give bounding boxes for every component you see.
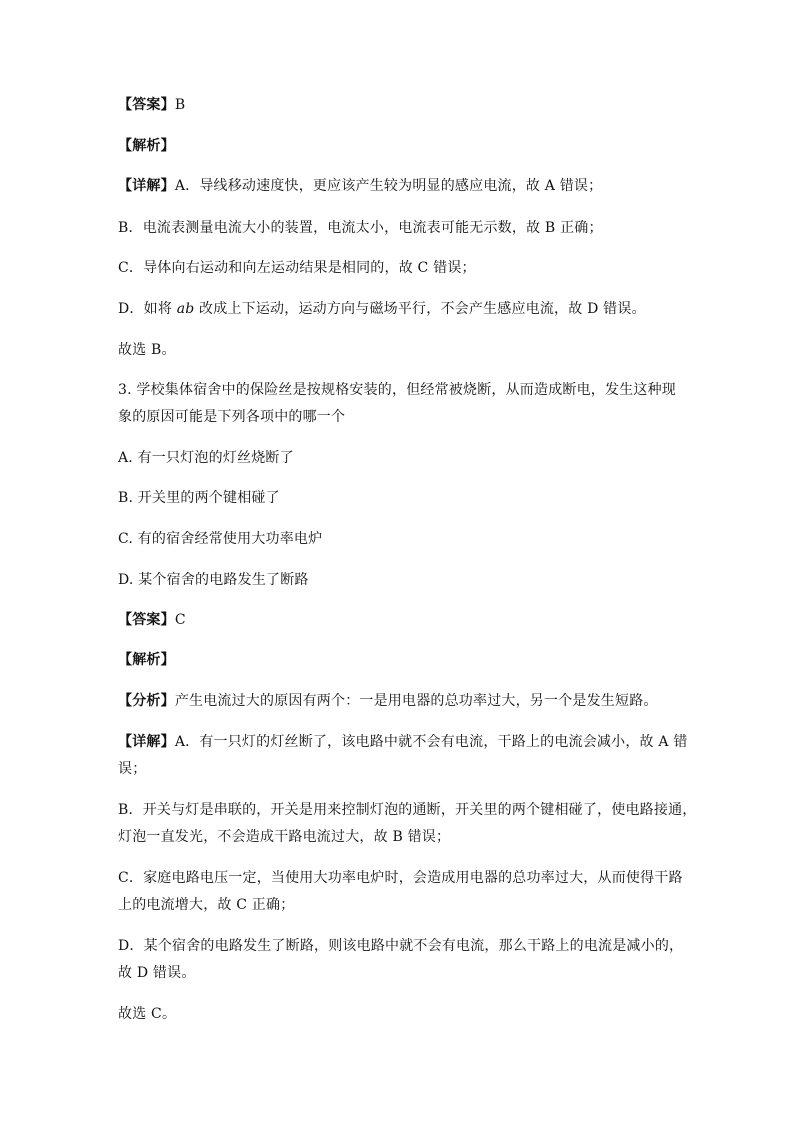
q2-option-c: C．导体向右运动和向左运动结果是相同的，故 C 错误； bbox=[118, 260, 476, 276]
q2-answer-value: B bbox=[174, 97, 186, 113]
q2-detail-a bbox=[118, 176, 602, 196]
q3-answer-line bbox=[118, 610, 186, 630]
q2-analysis-label: 【解析】 bbox=[118, 138, 175, 154]
q3-choice-c: C. 有的宿舍经常使用大功率电炉 bbox=[118, 531, 323, 547]
q3-detail-d-line-2: 故 D 错误。 bbox=[118, 965, 196, 981]
q3-analyze-label: 【分析】 bbox=[118, 693, 175, 709]
q2-conclusion: 故选 B。 bbox=[118, 342, 176, 358]
q2-detail-label: 【详解】 bbox=[118, 178, 175, 194]
q3-choice-a: A. 有一只灯泡的灯丝烧断了 bbox=[118, 450, 294, 466]
q3-analyze-text: 产生电流过大的原因有两个：一是用电器的总功率过大，另一个是发生短路。 bbox=[174, 693, 658, 709]
q3-stem-line-1: 3. 学校集体宿舍中的保险丝是按规格安装的，但经常被烧断，从而造成断电，发生这种现 bbox=[118, 382, 677, 398]
q3-answer-label: 【答案】 bbox=[118, 612, 175, 628]
q2-option-b: B．电流表测量电流大小的装置，电流太小，电流表可能无示数，故 B 正确； bbox=[118, 220, 603, 236]
q3-detail-c-line-2: 上的电流增大，故 C 正确； bbox=[118, 897, 295, 913]
q3-detail-label: 【详解】 bbox=[118, 734, 175, 750]
q3-answer-value: C bbox=[174, 612, 186, 628]
q2-option-d-suffix: 改成上下运动，运动方向与磁场平行，不会产生感应电流，故 D 错误。 bbox=[194, 301, 646, 317]
q3-choice-b: B. 开关里的两个键相碰了 bbox=[118, 490, 280, 506]
q3-detail-d-line-1: D．某个宿舍的电路发生了断路，则该电路中就不会有电流，那么干路上的电流是减小的， bbox=[118, 938, 684, 954]
q3-stem-line-2: 象的原因可能是下列各项中的哪一个 bbox=[118, 409, 346, 425]
q3-detail-a-text: A．有一只灯的灯丝断了，该电路中就不会有电流，干路上的电流会减小，故 A 错 bbox=[174, 734, 688, 750]
q3-analyze bbox=[118, 691, 658, 711]
q2-detail-a-text: A．导线移动速度快，更应该产生较为明显的感应电流，故 A 错误； bbox=[174, 178, 603, 194]
q2-option-d-variable: ab bbox=[176, 301, 195, 317]
q3-detail-c-line-1: C．家庭电路电压一定，当使用大功率电炉时，会造成用电器的总功率过大，从而使得干路 bbox=[118, 870, 683, 886]
q2-option-d bbox=[118, 299, 646, 319]
q3-detail-a-line-2: 误； bbox=[118, 761, 147, 777]
q2-option-d-prefix: D．如将 bbox=[118, 301, 177, 317]
q3-analysis-label: 【解析】 bbox=[118, 652, 175, 668]
q3-detail-b-line-2: 灯泡一直发光，不会造成干路电流过大，故 B 错误； bbox=[118, 829, 451, 845]
q2-answer-line bbox=[118, 95, 185, 115]
q3-detail-b-line-1: B．开关与灯是串联的，开关是用来控制灯泡的通断，开关里的两个键相碰了，使电路接通， bbox=[118, 802, 697, 818]
q3-detail-a-line-1 bbox=[118, 732, 688, 752]
q2-answer-label: 【答案】 bbox=[118, 97, 175, 113]
q3-choice-d: D. 某个宿舍的电路发生了断路 bbox=[118, 572, 309, 588]
q3-conclusion: 故选 C。 bbox=[118, 1006, 177, 1022]
